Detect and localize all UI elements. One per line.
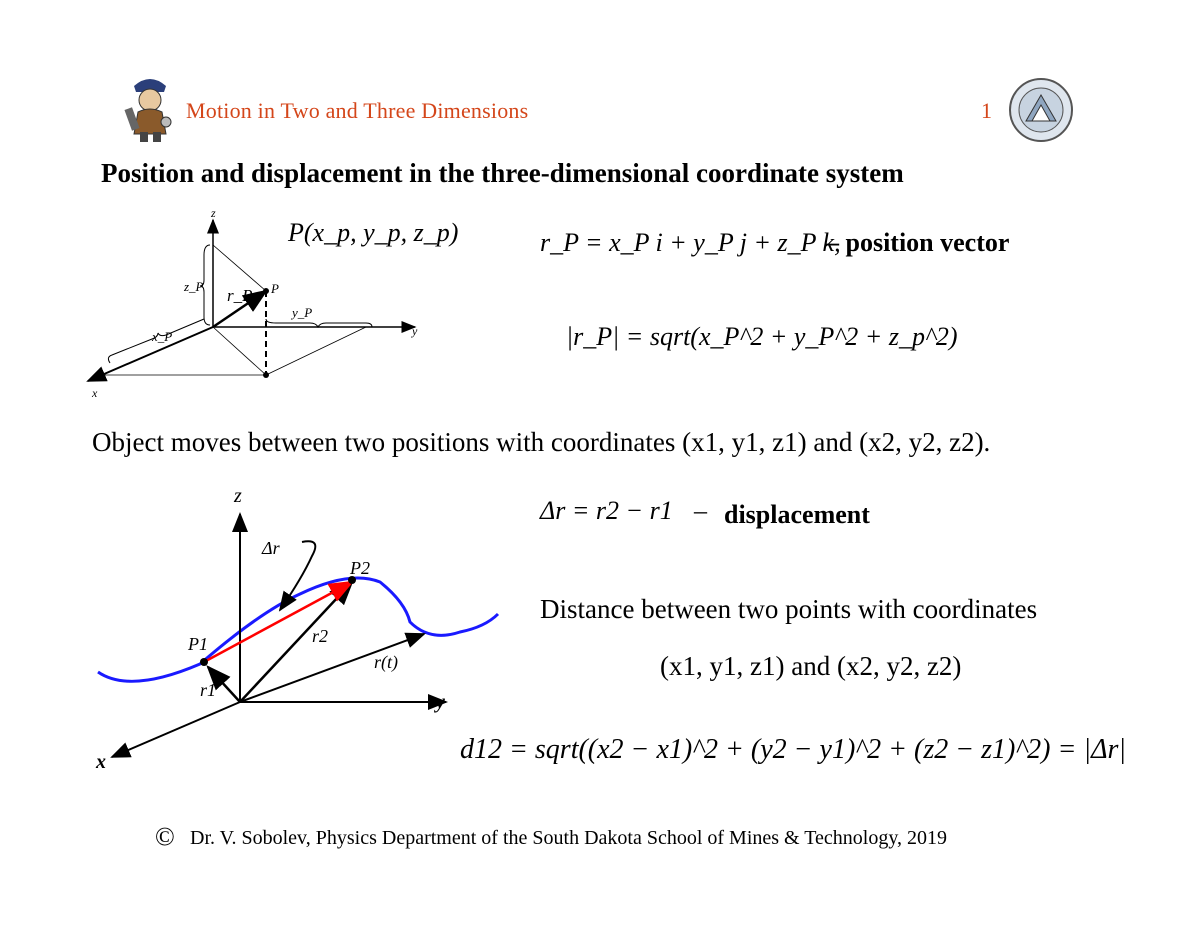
position-vector-description: – position vector <box>826 228 1010 257</box>
x-axis-label: x <box>92 386 98 400</box>
section-heading: Position and displacement in the three-dimensional coordinate system <box>101 158 904 188</box>
point-p-label: P <box>271 281 279 296</box>
position-vector-equation: r_P = x_P i + y_P j + z_P k, <box>540 228 841 257</box>
distance-description-line1: Distance between two points with coordinates <box>540 594 1038 624</box>
x-axis-label: x <box>96 751 106 772</box>
school-seal-icon <box>1008 77 1074 143</box>
zp-label: z_P <box>184 279 204 294</box>
displacement-diagram <box>90 482 510 772</box>
r2-label: r2 <box>312 626 329 646</box>
distance-description-line2: (x1, y1, z1) and (x2, y2, z2) <box>660 651 962 681</box>
position-magnitude-equation: |r_P| = sqrt(x_P^2 + y_P^2 + z_p^2) <box>566 322 958 351</box>
rp-vector-label: r_P <box>227 286 253 305</box>
page-number: 1 <box>981 98 992 123</box>
y-axis-label: y <box>436 691 445 713</box>
z-axis-label: z <box>234 485 242 507</box>
position-vector-diagram <box>80 205 460 405</box>
displacement-equation: Δr = r2 − r1 <box>540 496 673 525</box>
mascot-logo-icon <box>120 72 180 144</box>
yp-label: y_P <box>292 305 313 320</box>
motion-description: Object moves between two positions with coordinates (x1, y1, z1) and (x2, y2, z2). <box>92 427 991 457</box>
copyright-icon: © <box>155 822 175 851</box>
displacement-description: displacement <box>724 500 870 529</box>
xp-label: x_P <box>152 329 173 344</box>
r1-label: r1 <box>200 680 217 700</box>
delta-r-label: Δr <box>262 538 280 558</box>
p2-label: P2 <box>350 558 370 578</box>
lecture-title: Motion in Two and Three Dimensions <box>186 98 529 123</box>
displacement-dash: – <box>694 496 707 525</box>
footer-credit: Dr. V. Sobolev, Physics Department of the South Dakota School of Mines & Technology, 2019 <box>190 827 948 849</box>
point-coordinates: P(x_p, y_p, z_p) <box>288 218 459 247</box>
z-axis-label: z <box>211 206 216 220</box>
p1-label: P1 <box>188 634 208 654</box>
rt-label: r(t) <box>374 652 398 672</box>
distance-formula: d12 = sqrt((x2 − x1)^2 + (y2 − y1)^2 + (z2 − z1)^2) = |Δr| <box>460 734 1127 765</box>
y-axis-label: y <box>412 324 418 338</box>
